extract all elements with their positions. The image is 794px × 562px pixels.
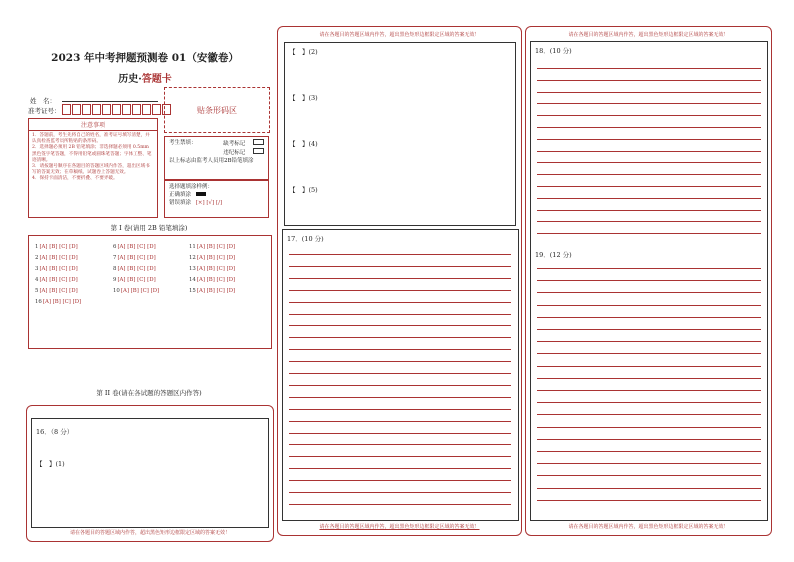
fill-example-title: 选择题填涂样例：: [169, 184, 214, 190]
answer-line: [537, 198, 761, 199]
exam-no-cells[interactable]: [62, 104, 172, 115]
answer-line: [289, 349, 511, 350]
exam-marks-note: 以上标志由监考人员用2B铅笔填涂: [169, 158, 254, 164]
answer-line: [537, 500, 761, 501]
mcq-row[interactable]: 8[A] [B] [C] [D]: [113, 266, 156, 272]
answer-line: [289, 492, 511, 493]
answer-line: [537, 162, 761, 163]
answer-line: [537, 186, 761, 187]
answer-line: [537, 292, 761, 293]
notice-item: 4．保持卡面清洁，不要折叠、不要弄破。: [32, 176, 118, 182]
answer-line: [289, 504, 511, 505]
answer-line: [537, 402, 761, 403]
q17-title: 17．(10 分): [287, 235, 324, 243]
answer-line: [537, 233, 761, 234]
answer-line: [537, 463, 761, 464]
answer-line: [289, 266, 511, 267]
barcode-text: 贴条形码区: [197, 105, 237, 115]
violation-checkbox[interactable]: [253, 148, 264, 154]
answer-line: [537, 115, 761, 116]
mcq-row[interactable]: 13[A] [B] [C] [D]: [189, 266, 236, 272]
answer-line: [537, 353, 761, 354]
q17-answer-area[interactable]: [282, 229, 519, 521]
answer-line: [289, 456, 511, 457]
answer-area-warning: 请在各题目的答题区域内作答，超出黑色矩形边框限定区域的答案无效！: [568, 32, 729, 38]
q16-sub1: 【 】(1): [36, 460, 65, 468]
answer-line: [537, 390, 761, 391]
notice-box: [28, 118, 158, 218]
absent-label: 缺考标记: [223, 141, 246, 147]
name-label: 姓 名：: [30, 97, 56, 105]
mcq-row[interactable]: 15[A] [B] [C] [D]: [189, 288, 236, 294]
fill-example-box: [164, 180, 269, 218]
answer-line: [537, 127, 761, 128]
answer-line: [537, 378, 761, 379]
answer-line: [537, 414, 761, 415]
wrong-fill-marks: [×] [√] [/]: [195, 200, 223, 206]
answer-line: [289, 409, 511, 410]
answer-line: [289, 421, 511, 422]
wrong-fill-label: 错误填涂: [169, 200, 192, 206]
answer-line: [289, 254, 511, 255]
answer-line: [537, 221, 761, 222]
mcq-row[interactable]: 9[A] [B] [C] [D]: [113, 277, 156, 283]
answer-line: [289, 444, 511, 445]
answer-line: [537, 103, 761, 104]
mcq-row[interactable]: 10[A] [B] [C] [D]: [113, 288, 160, 294]
mcq-row[interactable]: 4[A] [B] [C] [D]: [35, 277, 78, 283]
answer-line: [289, 325, 511, 326]
mcq-row[interactable]: 1[A] [B] [C] [D]: [35, 244, 78, 250]
answer-line: [537, 329, 761, 330]
notice-item: 2．选择题必须用 2B 铅笔填涂；非选择题必须用 0.5mm 黑色签字笔答题，不得用铅笔或圆珠笔答题；字体工整、笔迹清晰。: [32, 145, 152, 163]
mcq-row[interactable]: 7[A] [B] [C] [D]: [113, 255, 156, 261]
answer-line: [537, 139, 761, 140]
answer-line: [289, 302, 511, 303]
absent-checkbox[interactable]: [253, 139, 264, 145]
section1-label: 第 I 卷(请用 2B 铅笔填涂): [110, 224, 188, 232]
answer-line: [537, 151, 761, 152]
answer-line: [537, 488, 761, 489]
q19-title: 19．(12 分): [535, 251, 572, 259]
q18-q19-answer-area[interactable]: [530, 41, 768, 521]
answer-line: [537, 475, 761, 476]
answer-area-warning: 请在各题目的答题区域内作答，超出黑色矩形边框限定区域的答案无效！: [69, 530, 230, 536]
q16-sub4: 【 】(4): [289, 140, 318, 148]
answer-line: [289, 314, 511, 315]
notice-item: 3．请按题号顺序在各题目的答题区域内作答，超出区域书写的答案无效；在草稿纸、试题卷上答题无效。: [32, 164, 150, 176]
answer-line: [537, 92, 761, 93]
right-panel: [525, 26, 772, 536]
answer-line: [289, 278, 511, 279]
answer-line: [537, 80, 761, 81]
answer-line: [289, 361, 511, 362]
answer-line: [537, 305, 761, 306]
answer-line: [537, 427, 761, 428]
answer-line: [289, 433, 511, 434]
answer-line: [537, 341, 761, 342]
answer-line: [289, 385, 511, 386]
answer-line: [289, 468, 511, 469]
mcq-row[interactable]: 12[A] [B] [C] [D]: [189, 255, 236, 261]
answer-line: [537, 210, 761, 211]
name-line[interactable]: [62, 101, 158, 102]
card-label: 答题卡: [141, 74, 172, 85]
answer-line: [537, 280, 761, 281]
answer-line: [537, 174, 761, 175]
answer-line: [537, 439, 761, 440]
barcode-area: [164, 87, 270, 133]
mcq-row[interactable]: 11[A] [B] [C] [D]: [189, 244, 236, 250]
exam-no-label: 准考证号：: [28, 107, 61, 115]
q18-title: 18．(10 分): [535, 47, 572, 55]
answer-area-warning: 请在各题目的答题区域内作答，超出黑色矩形边框限定区域的答案无效！: [319, 32, 480, 38]
q16-title: 16．（8 分）: [36, 428, 74, 436]
exam-marks-box: [164, 136, 269, 180]
answer-area-warning: 请在各题目的答题区域内作答，超出黑色矩形边框限定区域的答案无效！: [319, 524, 480, 530]
mcq-row[interactable]: 5[A] [B] [C] [D]: [35, 288, 78, 294]
violation-label: 违纪标记: [223, 150, 246, 156]
answer-line: [537, 268, 761, 269]
mcq-row[interactable]: 3[A] [B] [C] [D]: [35, 266, 78, 272]
section2-label: 第 II 卷(请在各试题的答题区内作答): [96, 389, 202, 397]
q16-sub3: 【 】(3): [289, 94, 318, 102]
answer-line: [289, 337, 511, 338]
answer-line: [537, 451, 761, 452]
answer-line: [289, 290, 511, 291]
mcq-row[interactable]: 2[A] [B] [C] [D]: [35, 255, 78, 261]
answer-line: [537, 317, 761, 318]
q16-panel: [26, 405, 274, 542]
answer-line: [289, 480, 511, 481]
mcq-row[interactable]: 16[A] [B] [C] [D]: [35, 299, 82, 305]
q16-sub2: 【 】(2): [289, 48, 318, 56]
answer-area-warning: 请在各题目的答题区域内作答，超出黑色矩形边框限定区域的答案无效！: [568, 524, 729, 530]
mcq-area: [28, 235, 272, 349]
notice-body: [29, 131, 157, 185]
page-title: 2023 年中考押题预测卷 01（安徽卷）: [51, 52, 239, 64]
mcq-row[interactable]: 14[A] [B] [C] [D]: [189, 277, 236, 283]
correct-fill-label: 正确填涂: [169, 192, 192, 198]
exam-marks-label: 考生禁填：: [169, 140, 197, 146]
notice-heading: 注意事项: [29, 119, 157, 131]
notice-item: 1．答题前，考生先将自己的姓名，准考证号填写清楚，并认真检查监考员所粘贴的条形码。: [32, 133, 150, 145]
answer-line: [537, 68, 761, 69]
subject-label: 历史·: [118, 74, 142, 85]
q16-sub5: 【 】(5): [289, 186, 318, 194]
middle-panel: [277, 26, 522, 536]
correct-fill-mark: [196, 192, 206, 196]
q16-cont-answer-area[interactable]: [284, 42, 516, 226]
answer-line: [289, 373, 511, 374]
answer-line: [289, 397, 511, 398]
answer-line: [537, 366, 761, 367]
page-subtitle: [40, 70, 250, 85]
mcq-row[interactable]: 6[A] [B] [C] [D]: [113, 244, 156, 250]
q16-answer-area[interactable]: [31, 418, 269, 528]
